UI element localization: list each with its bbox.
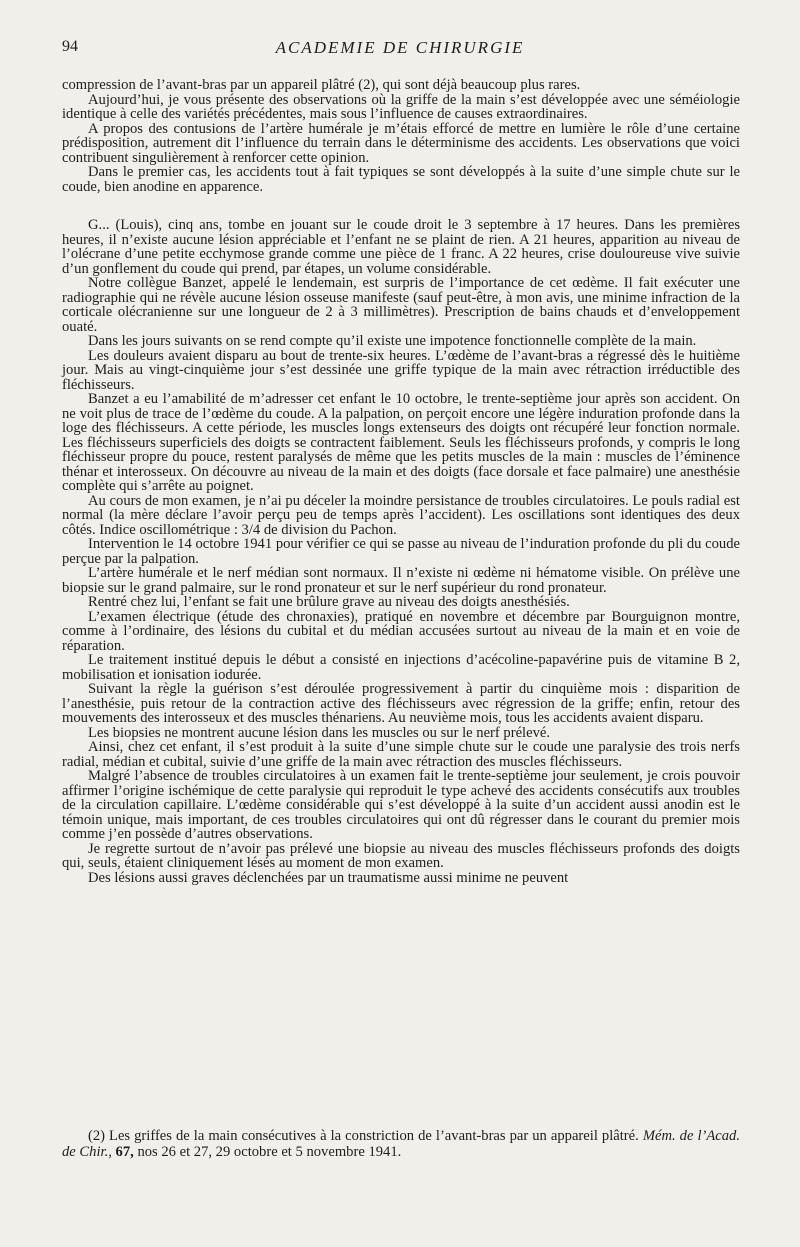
footnote-volume: 67, — [115, 1144, 134, 1160]
footnote-tail: nos 26 et 27, 29 octobre et 5 novembre 1941. — [137, 1144, 402, 1160]
running-title: ACADEMIE DE CHIRURGIE — [275, 38, 525, 57]
paragraph: Les douleurs avaient disparu au bout de trente-six heures. L’œdème de l’avant-bras a régressé dès le huitième jour. Mais au vingt-cinquième jour s’est dessinée une griffe typique de la main avec rétraction irréductible des fléchisseurs. — [62, 347, 740, 393]
paragraph: Banzet a eu l’amabilité de m’adresser cet enfant le 10 octobre, le trente-septième jour après son accident. On ne voit plus de trace de l’œdème du coude. A la palpation, on perçoit encore une légère induration profonde dans la loge des fléchisseurs. A cette période, les muscles longs extenseurs des doigts ont récupéré leur fonction normale. Les fléchisseurs superficiels des doigts se contractent faiblement. Seuls les fléchisseurs profonds, y compris le long fléchisseur propre du pouce, restent paralysés de même que les petits muscles de la main : muscles de l’éminence thénar et interosseux. On découvre au niveau de la main et des doigts (face dorsale et face palmaire) une anesthésie complète qui s’arrête au poignet. — [62, 391, 740, 494]
paragraph: G... (Louis), cinq ans, tombe en jouant sur le coude droit le 3 septembre à 17 heures. Dans les premières heures, il n’existe aucune lésion appréciable et l’enfant ne se plaint de rien. A 21 heures, apparition au niveau de l’olécrane d’une petite ecchymose grande comme une pièce de 1 franc. A 22 heures, crise douloureuse vive suivie d’un gonflement du coude qui prend, par étapes, un volume considérable. — [62, 217, 740, 277]
footnote — [62, 1128, 740, 1160]
paragraph: Le traitement institué depuis le début a consisté en injections d’acécoline-papavérine puis de vitamine B 2, mobilisation et ionisation iodurée. — [62, 652, 740, 683]
paragraph: Notre collègue Banzet, appelé le lendemain, est surpris de l’importance de cet œdème. Il fait exécuter une radiographie qui ne révèle aucune lésion osseuse manifeste (sauf peut-être, à mon avis, une minime infraction de la corticale olécranienne sur une longueur de 2 à 3 millimètres). Prescription de bains chauds et d’enveloppement ouaté. — [62, 275, 740, 335]
paragraph: Dans le premier cas, les accidents tout à fait typiques se sont développés à la suite d’une simple chute sur le coude, bien anodine en apparence. — [62, 164, 740, 195]
page-number: 94 — [62, 38, 78, 55]
paragraph: Aujourd’hui, je vous présente des observations où la griffe de la main s’est développée avec une séméiologie identique à celle des variétés précédentes, mais sous l’influence de causes extraordinaires. — [62, 91, 740, 122]
paragraph: Malgré l’absence de troubles circulatoires à un examen fait le trente-septième jour seulement, je crois pouvoir affirmer l’origine ischémique de cette paralysie qui reproduit le type achevé des accidents consécutifs aux troubles de la circulation capillaire. L’œdème considérable qui s’est développé à la suite d’un accident aussi anodin est le témoin unique, mais important, de ces troubles circulatoires qui ont dû régresser dans le courant du premier mois comme j’en possède d’autres observations. — [62, 768, 740, 842]
paragraph: Suivant la règle la guérison s’est déroulée progressivement à partir du cinquième mois : disparition de l’anesthésie, puis retour de la contraction active des fléchisseurs avec régression de la griffe; enfin, retour des mouvements des interosseux et des muscles thénariens. Au neuvième mois, tous les accidents avaient disparu. — [62, 681, 740, 726]
body-text — [62, 78, 740, 885]
paragraph: L’examen électrique (étude des chronaxies), pratiqué en novembre et décembre par Bourguignon montre, comme à l’ordinaire, des lésions du cubital et du médian accusées surtout au niveau de la main et en voie de réparation. — [62, 608, 740, 654]
paragraph: compression de l’avant-bras par un appareil plâtré (2), qui sont déjà beaucoup plus rares. — [62, 77, 581, 93]
footnote-journal: Mém. de l’Acad. de Chir., — [62, 1128, 741, 1160]
paragraph: Je regrette surtout de n’avoir pas prélevé une biopsie au niveau des muscles fléchisseurs profonds des doigts qui, seuls, étaient cliniquement lésés au moment de mon examen. — [62, 840, 740, 871]
footnote-lead: (2) Les griffes de la main consécutives à la constriction de l’avant-bras par un appareil plâtré. — [88, 1128, 639, 1144]
page-header — [62, 38, 738, 60]
footnote-text — [62, 1128, 740, 1160]
paragraph: Dans les jours suivants on se rend compte qu’il existe une impotence fonctionnelle complète de la main. — [88, 333, 697, 349]
paragraph: Ainsi, chez cet enfant, il s’est produit à la suite d’une simple chute sur le coude une paralysie des trois nerfs radial, médian et cubital, suivie d’une griffe de la main avec rétraction des muscles fléchisseurs. — [62, 739, 740, 770]
paragraph: Les biopsies ne montrent aucune lésion dans les muscles ou sur le nerf prélevé. — [88, 724, 551, 741]
paragraph: L’artère humérale et le nerf médian sont normaux. Il n’existe ni œdème ni hématome visible. On prélève une biopsie sur le grand palmaire, sur le rond pronateur et sur le nerf supérieur du rond pronateur. — [62, 565, 740, 596]
paragraph: Rentré chez lui, l’enfant se fait une brûlure grave au niveau des doigts anesthésiés. — [88, 594, 570, 610]
paragraph: Au cours de mon examen, je n’ai pu déceler la moindre persistance de troubles circulatoires. Le pouls radial est normal (la mère déclare l’avoir perçu peu de temps après l’accident). Les oscillations sont identiques des deux côtés. Indice oscillométrique : 3/4 de division du Pachon. — [62, 492, 740, 538]
paragraph: Intervention le 14 octobre 1941 pour vérifier ce qui se passe au niveau de l’induration profonde du pli du coude perçue par la palpation. — [62, 536, 740, 567]
paragraph: A propos des contusions de l’artère humérale je m’étais efforcé de mettre en lumière le rôle d’une certaine prédisposition, autrement dit l’influence du terrain dans le déterminisme des accidents. Les observations que voici contribuent singulièrement à renforcer cette opinion. — [62, 120, 740, 166]
paragraph: Des lésions aussi graves déclenchées par un traumatisme aussi minime ne peuvent — [88, 869, 569, 886]
